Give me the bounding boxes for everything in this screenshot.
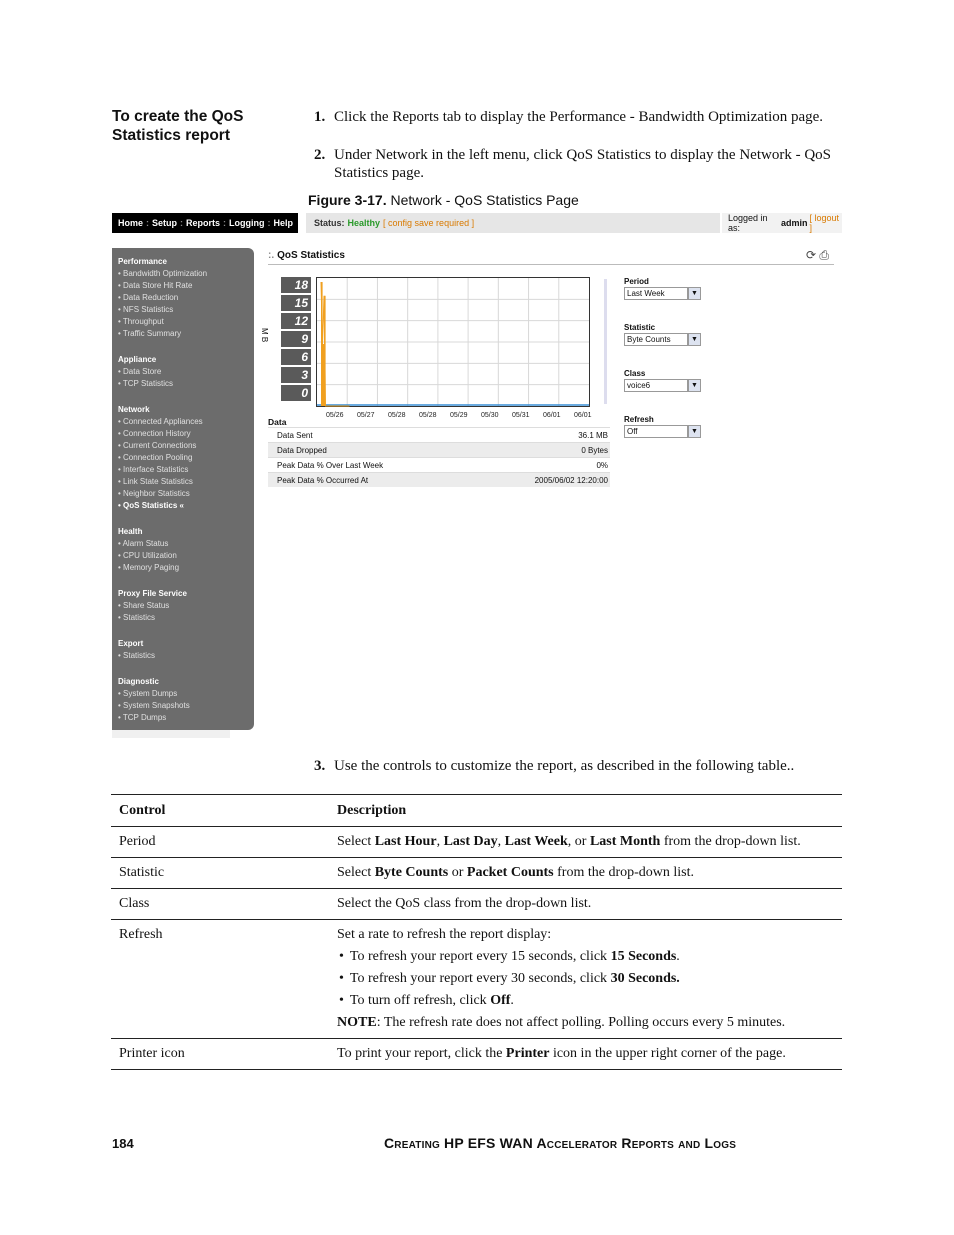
table-row-statistic [111, 858, 842, 889]
chart-scrollbar[interactable] [604, 279, 607, 404]
sidebar-item[interactable]: • Alarm Status [118, 539, 169, 548]
note-text: : The refresh rate does not affect polling. Polling occurs every 5 minutes. [376, 1015, 786, 1030]
status-bar [306, 213, 720, 233]
data-value-cell: 0% [468, 458, 610, 473]
y-tick-label: 18 [281, 277, 311, 293]
title-marker: :. [268, 250, 275, 261]
text: Select [337, 865, 375, 880]
option-byte-counts: Byte Counts [374, 865, 449, 880]
x-tick-label: 05/27 [357, 412, 375, 419]
control-label: Period [624, 277, 649, 286]
bullet-item [339, 970, 834, 988]
sidebar-menu [112, 248, 254, 730]
header-description: Description [329, 795, 842, 827]
chevron-down-icon[interactable]: ▼ [688, 379, 701, 392]
chevron-down-icon[interactable]: ▼ [688, 287, 701, 300]
step-text: Click the Reports tab to display the Performance - Bandwidth Optimization page. [334, 109, 824, 125]
status-label: Status: [314, 218, 345, 228]
step-number: 3. [314, 758, 326, 774]
table-row [268, 443, 610, 458]
dropdown-value: Off [627, 427, 638, 436]
description-cell [329, 858, 842, 889]
text: To refresh your report every 30 seconds, click [349, 971, 611, 986]
login-info [722, 213, 842, 233]
control-dropdown[interactable] [624, 333, 698, 346]
sidebar-item[interactable]: • QoS Statistics « [118, 501, 184, 510]
sidebar-item[interactable]: • CPU Utilization [118, 551, 177, 560]
y-tick-label: 3 [281, 367, 311, 383]
control-dropdown[interactable] [624, 379, 698, 392]
pane-title [268, 250, 834, 265]
sidebar-item[interactable]: • Connection Pooling [118, 453, 193, 462]
sidebar-item[interactable]: • System Dumps [118, 689, 178, 698]
page-number: 184 [112, 1136, 134, 1151]
step-text: Use the controls to customize the report, as described in the following table.. [334, 758, 795, 774]
sidebar-section: Proxy File Service [118, 589, 187, 598]
logged-in-label: Logged in as: [728, 213, 768, 233]
control-cell: Refresh [111, 920, 329, 1039]
sidebar-item[interactable]: • Traffic Summary [118, 329, 182, 338]
step-2 [314, 146, 844, 182]
sidebar-item[interactable]: • Neighbor Statistics [118, 489, 190, 498]
qos-statistics-screenshot [112, 213, 842, 738]
text: Select [337, 834, 375, 849]
toolbar-icons [806, 248, 829, 263]
data-name-cell: Data Dropped [268, 443, 468, 458]
table-row [268, 428, 610, 443]
text: To turn off refresh, click [349, 993, 491, 1008]
control-cell: Period [111, 827, 329, 858]
sidebar-section: Performance [118, 257, 167, 266]
pane-title-text: QoS Statistics [277, 250, 345, 261]
sidebar-item[interactable]: • Interface Statistics [118, 465, 189, 474]
text: or [448, 865, 467, 880]
sidebar-section: Diagnostic [118, 677, 159, 686]
table-header-row [111, 795, 842, 827]
refresh-note [337, 1014, 834, 1032]
nav-tabs: Home : Setup : Reports : Logging : Help [112, 213, 298, 233]
qos-chart [316, 277, 590, 407]
x-tick-label: 06/01 [574, 412, 592, 419]
printer-icon[interactable]: ⎙ [819, 248, 830, 262]
controls-description-table [111, 794, 842, 1070]
refresh-intro: Set a rate to refresh the report display: [337, 927, 552, 942]
bullet: • [339, 993, 344, 1008]
option-last-day: Last Day [443, 834, 498, 849]
table-row [268, 473, 610, 488]
control-dropdown[interactable] [624, 425, 698, 438]
sidebar-item[interactable]: • Statistics [118, 651, 156, 660]
option-30-seconds: 30 Seconds. [610, 971, 680, 986]
table-row-printer [111, 1039, 842, 1070]
data-value-cell: 0 Bytes [468, 443, 610, 458]
logout-link[interactable]: [ logout ] [809, 213, 839, 233]
report-controls [624, 277, 714, 461]
running-footer-title: Creating HP EFS WAN Accelerator Reports and Logs [384, 1135, 737, 1151]
x-tick-label: 06/01 [543, 412, 561, 419]
option-packet-counts: Packet Counts [466, 865, 554, 880]
sidebar-item[interactable]: • Bandwidth Optimization [118, 269, 208, 278]
chevron-down-icon[interactable]: ▼ [688, 333, 701, 346]
config-save-link[interactable]: [ config save required ] [383, 218, 475, 228]
data-name-cell: Peak Data % Occurred At [268, 473, 468, 488]
text: To refresh your report every 15 seconds, click [349, 949, 611, 964]
data-section-title: Data [268, 417, 287, 427]
data-name-cell: Data Sent [268, 428, 468, 443]
text: To print your report, click the [337, 1046, 506, 1061]
text: icon in the upper right corner of the page. [549, 1046, 786, 1061]
bullet-item [339, 992, 834, 1010]
sidebar-item[interactable]: • Connected Appliances [118, 417, 203, 426]
section-heading-line2: Statistics report [112, 127, 231, 144]
dropdown-value: Last Week [627, 289, 665, 298]
sidebar-item[interactable]: • Connection History [118, 429, 191, 438]
x-tick-label: 05/28 [419, 412, 437, 419]
table-row-period [111, 827, 842, 858]
control-cell: Printer icon [111, 1039, 329, 1070]
option-last-week: Last Week [504, 834, 568, 849]
x-tick-label: 05/31 [512, 412, 530, 419]
x-tick-label: 05/28 [388, 412, 406, 419]
bullet-item [339, 948, 834, 966]
data-value-cell: 2005/06/02 12:20:00 [468, 473, 610, 488]
description-cell: Select the QoS class from the drop-down list. [329, 889, 842, 920]
text: , or [567, 834, 590, 849]
section-heading-line1: To create the QoS [112, 108, 244, 125]
sidebar-item[interactable]: • Share Status [118, 601, 170, 610]
step-number: 2. [314, 147, 326, 163]
section-heading [112, 107, 292, 145]
y-tick-label: 0 [281, 385, 311, 401]
control-label: Statistic [624, 323, 656, 332]
sidebar-item[interactable]: • NFS Statistics [118, 305, 174, 314]
status-value: Healthy [347, 218, 381, 228]
tab-setup[interactable]: Setup [152, 218, 178, 228]
tab-logging[interactable]: Logging [229, 218, 265, 228]
y-axis-title: M B [260, 328, 269, 343]
sidebar-shadow [112, 730, 230, 738]
description-cell [329, 827, 842, 858]
chevron-down-icon[interactable]: ▼ [688, 425, 701, 438]
y-axis-labels [281, 277, 311, 403]
table-row-refresh [111, 920, 842, 1039]
x-tick-label: 05/26 [326, 412, 344, 419]
figure-caption [308, 192, 579, 208]
y-tick-label: 12 [281, 313, 311, 329]
y-tick-label: 15 [281, 295, 311, 311]
sidebar-item[interactable]: • TCP Dumps [118, 713, 167, 722]
refresh-icon[interactable]: ⟳ [806, 248, 817, 262]
control-label: Refresh [624, 415, 654, 424]
sidebar-item[interactable]: • Link State Statistics [118, 477, 193, 486]
option-15-seconds: 15 Seconds [610, 949, 677, 964]
sidebar-item[interactable]: • System Snapshots [118, 701, 190, 710]
x-tick-label: 05/30 [481, 412, 499, 419]
sidebar-item[interactable]: • Data Store [118, 367, 162, 376]
text: from the drop-down list. [553, 865, 695, 880]
note-label: NOTE [337, 1015, 377, 1030]
sidebar-item[interactable]: • Memory Paging [118, 563, 180, 572]
step-text: Under Network in the left menu, click QoS Statistics to display the Network - QoS Statistics page. [334, 147, 831, 181]
tab-help[interactable]: Help [273, 218, 294, 228]
data-bar [323, 344, 325, 406]
sidebar-section: Health [118, 527, 143, 536]
dropdown-value: Byte Counts [627, 335, 671, 344]
option-last-hour: Last Hour [374, 834, 437, 849]
step-1 [314, 108, 844, 126]
printer-word: Printer [505, 1046, 550, 1061]
sidebar-section: Appliance [118, 355, 157, 364]
description-cell [329, 920, 842, 1039]
x-tick-label: 05/29 [450, 412, 468, 419]
control-label: Class [624, 369, 646, 378]
header-control: Control [111, 795, 329, 827]
step-3 [314, 757, 844, 775]
text: , [436, 834, 444, 849]
table-row-class [111, 889, 842, 920]
user-name: admin [780, 218, 808, 228]
option-last-month: Last Month [589, 834, 661, 849]
sidebar-section: Network [118, 405, 150, 414]
text: . [510, 993, 514, 1008]
figure-title: Network - QoS Statistics Page [390, 192, 579, 208]
bullet: • [339, 949, 344, 964]
y-tick-label: 9 [281, 331, 311, 347]
sidebar-item[interactable]: • Current Connections [118, 441, 197, 450]
text: from the drop-down list. [660, 834, 801, 849]
text: , [497, 834, 505, 849]
x-axis-labels [308, 409, 592, 419]
table-row [268, 458, 610, 473]
bullet: • [339, 971, 344, 986]
figure-label: Figure 3-17. [308, 192, 387, 208]
tab-reports[interactable]: Reports [186, 218, 221, 228]
dropdown-value: voice6 [627, 381, 651, 390]
control-cell: Class [111, 889, 329, 920]
sidebar-item[interactable]: • Statistics [118, 613, 156, 622]
sidebar-section: Export [118, 639, 144, 648]
text: . [676, 949, 680, 964]
data-name-cell: Peak Data % Over Last Week [268, 458, 468, 473]
description-cell [329, 1039, 842, 1070]
step-number: 1. [314, 109, 326, 125]
sidebar-item[interactable]: • Data Reduction [118, 293, 179, 302]
data-summary-table [268, 427, 610, 487]
sidebar-item[interactable]: • Throughput [118, 317, 164, 326]
tab-home[interactable]: Home [118, 218, 144, 228]
option-off: Off [490, 993, 511, 1008]
control-dropdown[interactable] [624, 287, 698, 300]
y-tick-label: 6 [281, 349, 311, 365]
control-cell: Statistic [111, 858, 329, 889]
sidebar-item[interactable]: • Data Store Hit Rate [118, 281, 193, 290]
data-value-cell: 36.1 MB [468, 428, 610, 443]
sidebar-item[interactable]: • TCP Statistics [118, 379, 173, 388]
